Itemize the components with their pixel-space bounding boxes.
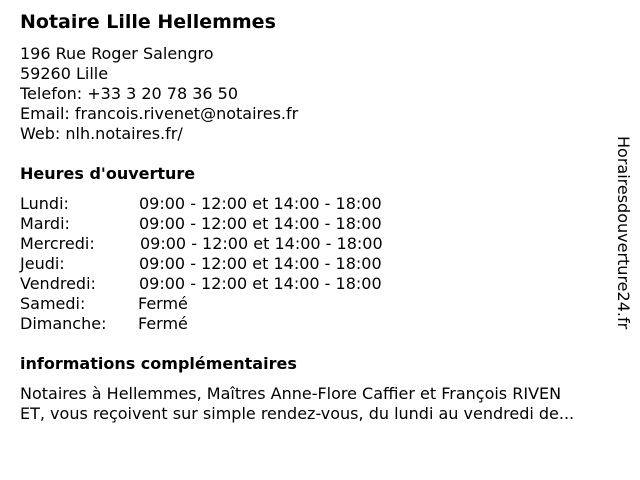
day-label: Lundi: (20, 194, 69, 213)
hours-value: 09:00 - 12:00 et 14:00 - 18:00 (139, 214, 382, 233)
website: Web: nlh.notaires.fr/ (20, 124, 183, 143)
address-block (20, 44, 298, 144)
hours-value: Fermé (138, 294, 188, 313)
day-label: Mardi: (20, 214, 70, 233)
site-watermark (612, 136, 634, 346)
day-label: Dimanche: (20, 314, 107, 333)
hours-heading: Heures d'ouverture (20, 164, 196, 183)
hours-value: 09:00 - 12:00 et 14:00 - 18:00 (139, 274, 382, 293)
hours-value: 09:00 - 12:00 et 14:00 - 18:00 (139, 254, 382, 273)
hours-value: 09:00 - 12:00 et 14:00 - 18:00 (140, 234, 383, 253)
day-label: Jeudi: (20, 254, 65, 273)
description (20, 384, 630, 424)
watermark-text: Horairesdouverture24.fr (614, 136, 633, 330)
hours-value: Fermé (138, 314, 188, 333)
city: 59260 Lille (20, 64, 109, 83)
info-heading: informations complémentaires (20, 354, 297, 373)
hours-value: 09:00 - 12:00 et 14:00 - 18:00 (139, 194, 382, 213)
street-address: 196 Rue Roger Salengro (20, 44, 214, 63)
day-label: Mercredi: (20, 234, 95, 253)
day-label: Samedi: (20, 294, 86, 313)
description-line: ET, vous reçoivent sur simple rendez-vous, du lundi au vendredi de... (20, 404, 575, 423)
email: Email: francois.rivenet@notaires.fr (20, 104, 299, 123)
day-label: Vendredi: (20, 274, 96, 293)
page-title: Notaire Lille Hellemmes (20, 11, 276, 33)
description-line: Notaires à Hellemmes, Maîtres Anne-Flore Caffier et François RIVEN (20, 384, 562, 403)
phone: Telefon: +33 3 20 78 36 50 (20, 84, 239, 103)
